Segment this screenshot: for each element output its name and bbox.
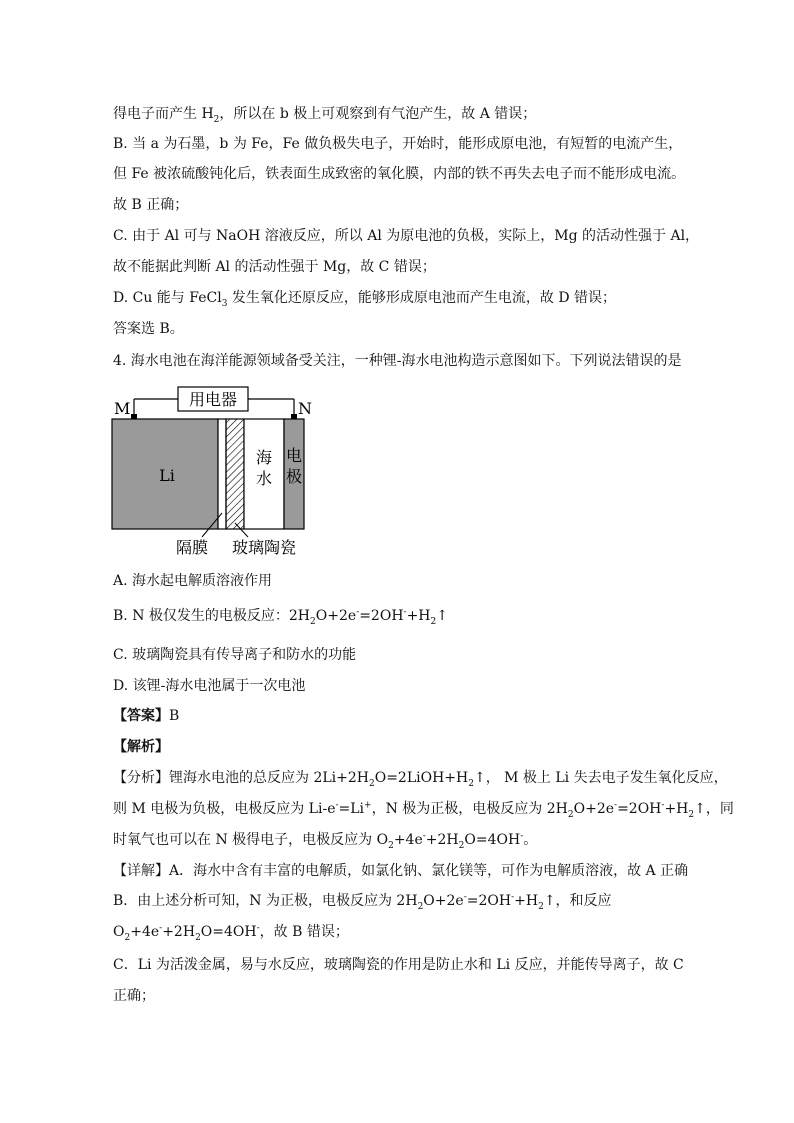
analysis-line: 正确； [113, 988, 155, 1004]
seawater-label-1: 海 [255, 448, 273, 467]
question-stem: 4. 海水电池在海洋能源领域备受关注，一种锂-海水电池构造示意图如下。下列说法错误的是 [113, 353, 682, 369]
analysis-line: $O_2+4e^-+2H_2O=4OH^-$，故 B 错误； [113, 923, 349, 943]
text-line: 故 B 正确； [113, 197, 189, 213]
analysis-line: C．Li 为活泼金属，易与水反应，玻璃陶瓷的作用是防止水和 Li 反应，并能传导离子，故 C [113, 957, 684, 973]
answer [113, 706, 179, 726]
option-b: B. N 极仅发生的电极反应：$2H_2O+2e^-=2OH^-+H_2↑$ [113, 607, 448, 627]
text-line: C. 由于 Al 可与 NaOH 溶液反应，所以 Al 为原电池的负极，实际上，Mg 的活动性强于 Al， [113, 228, 700, 244]
glass-ceramic-layer [226, 419, 244, 529]
terminal-m-label: M [114, 399, 131, 418]
electrode-label-2: 极 [285, 467, 303, 486]
battery-diagram [110, 383, 310, 563]
ceramic-label: 玻璃陶瓷 [232, 538, 297, 557]
analysis-line: 【详解】A．海水中含有丰富的电解质，如氯化钠、氯化镁等，可作为电解质溶液，故 A 正确 [113, 863, 689, 879]
separator-label: 隔膜 [176, 538, 209, 557]
terminal-n-contact [291, 414, 297, 419]
text-line: D. Cu 能与 FeCl$_3$ 发生氧化还原反应，能够形成原电池而产生电流，故 D 错误； [113, 290, 616, 309]
text-line: 故不能据此判断 Al 的活动性强于 Mg，故 C 错误； [113, 259, 436, 275]
option-c: C. 玻璃陶瓷具有传导离子和防水的功能 [113, 647, 357, 663]
electrode-label-1: 电 [285, 446, 303, 465]
answer-tag: 【答案】 [113, 708, 169, 724]
text-line: B. 当 a 为石墨，b 为 Fe，Fe 做负极失电子，开始时，能形成原电池，有短暂的电流产生， [113, 136, 683, 152]
analysis-tag: 【解析】 [113, 739, 169, 755]
text-line: 答案选 B。 [113, 321, 184, 337]
appliance-label: 用电器 [188, 390, 238, 409]
text-line: 但 Fe 被浓硫酸钝化后，铁表面生成致密的氧化膜，内部的铁不再失去电子而不能形成电流。 [113, 166, 686, 182]
terminal-n-label: N [298, 399, 312, 418]
analysis-line: 时氧气也可以在 N 极得电子，电极反应为 $O_2+4e^-+2H_2O=4OH^-$。 [113, 831, 538, 851]
option-d: D. 该锂-海水电池属于一次电池 [113, 678, 306, 694]
li-label: Li [159, 466, 175, 485]
analysis-line: 则 M 电极为负极，电极反应为 Li-e-=Li+，N 极为正极，电极反应为 $2H_2O+2e^-=2OH^-+H_2↑$，同 [113, 800, 734, 820]
seawater-label-2: 水 [255, 469, 273, 488]
separator-membrane [218, 419, 226, 529]
analysis-line: B．由上述分析可知，N 为正极，电极反应为 $2H_2O+2e^-=2OH^-+H_2↑$，和反应 [113, 892, 612, 912]
answer-value: B [169, 708, 180, 724]
option-a: A. 海水起电解质溶液作用 [113, 573, 273, 589]
text-line: 得电子而产生 $H_2$，所以在 b 极上可观察到有气泡产生，故 A 错误； [113, 106, 537, 125]
terminal-m-contact [131, 414, 137, 419]
analysis-line: 【分析】锂海水电池的总反应为 $2Li+2H_2O=2LiOH+H_2↑$， M 极上 Li 失去电子发生氧化反应， [113, 770, 728, 789]
